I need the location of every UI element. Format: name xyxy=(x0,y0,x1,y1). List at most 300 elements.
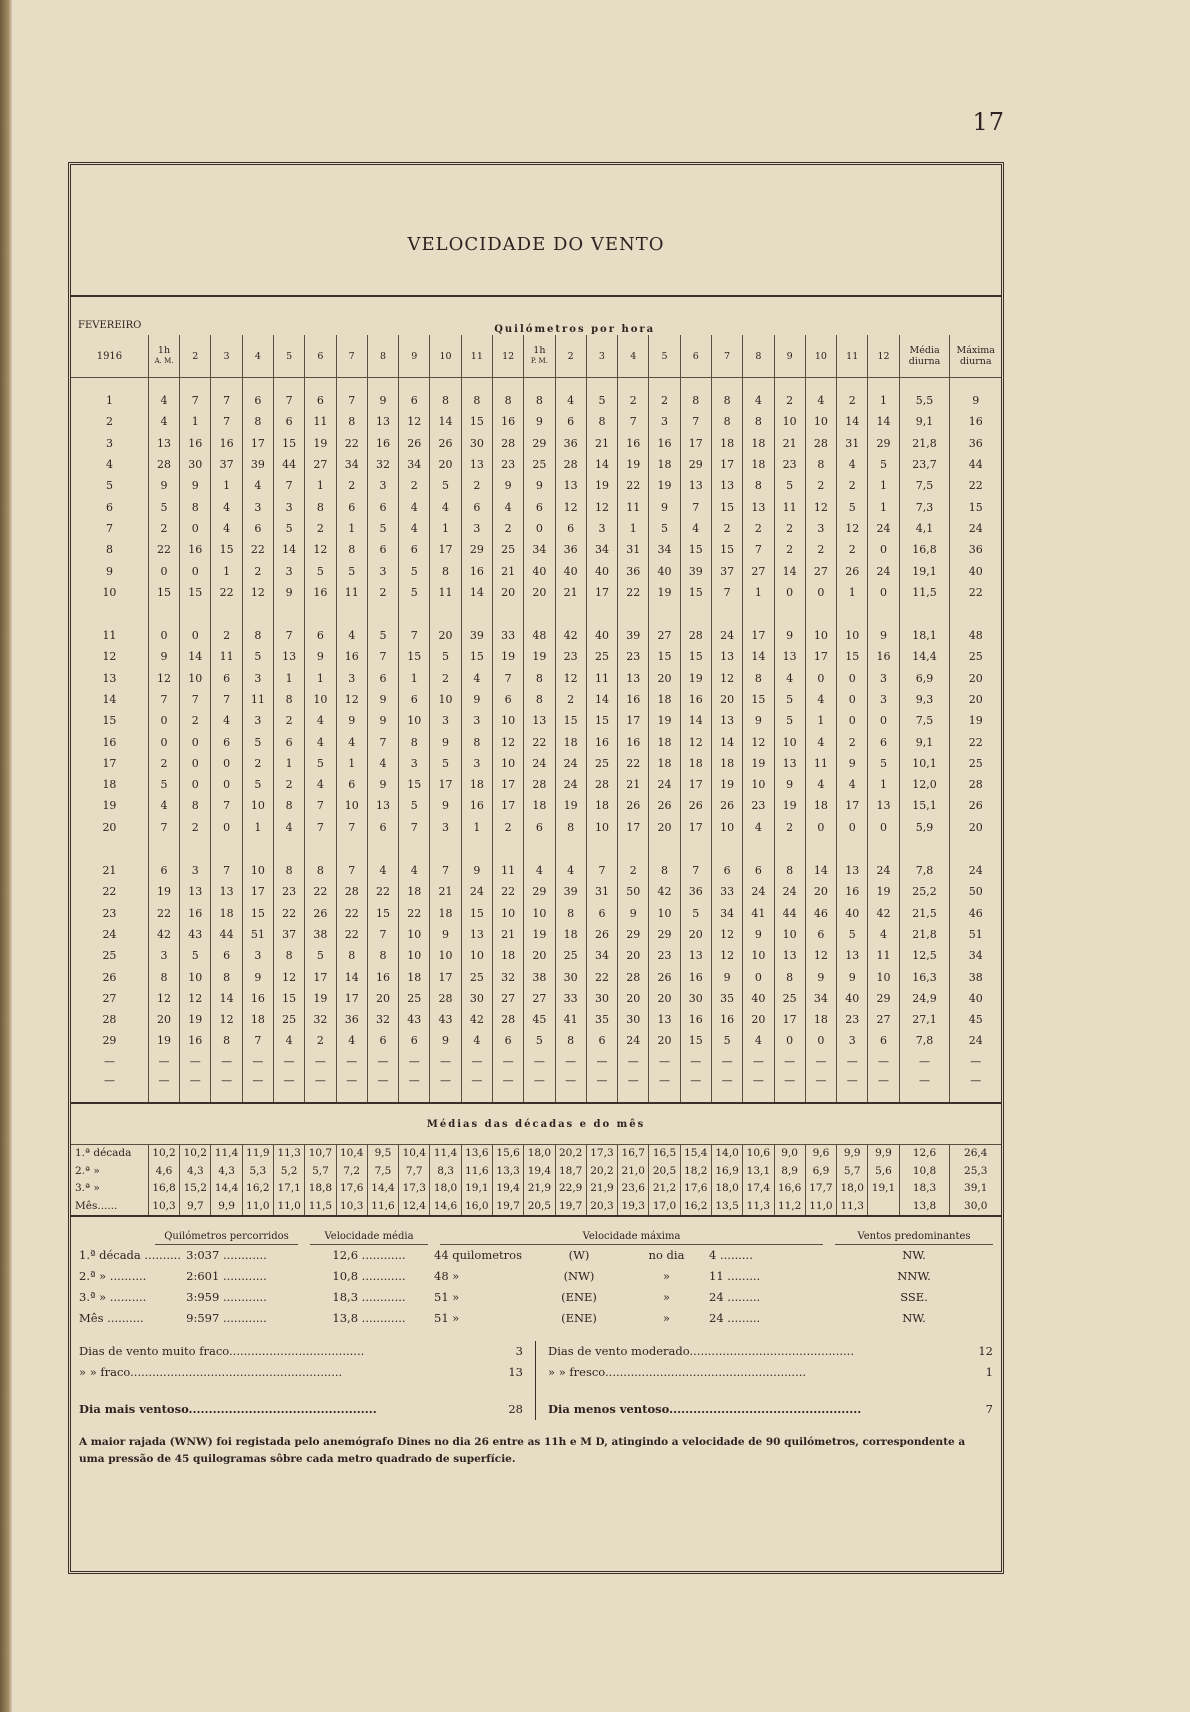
count-value: 13 xyxy=(508,1365,523,1380)
hour-am-header: 6 xyxy=(305,335,336,378)
hourly-value: 40 xyxy=(649,560,680,581)
day-number: 1 xyxy=(105,394,113,408)
hourly-value: 8 xyxy=(524,689,555,710)
mean-header: Média diurna xyxy=(899,335,950,378)
daily-mean: 21,5 xyxy=(899,903,950,924)
hourly-value: 5 xyxy=(868,454,899,475)
hourly-value: 40 xyxy=(837,988,868,1009)
day-row xyxy=(71,817,1001,838)
dash-cell: — xyxy=(336,1071,367,1090)
hourly-value: 9 xyxy=(367,710,398,731)
summary-wind: NNW. xyxy=(897,1269,931,1284)
hourly-value: 21 xyxy=(430,881,461,902)
means-row xyxy=(71,1162,1001,1180)
hourly-value: 1 xyxy=(336,518,367,539)
means-value: 16,6 xyxy=(774,1180,805,1198)
hourly-value: 7 xyxy=(242,1030,273,1051)
hourly-value: 9 xyxy=(649,496,680,517)
hourly-value: 8 xyxy=(743,411,774,432)
hourly-value: 12 xyxy=(336,689,367,710)
hourly-value: 11 xyxy=(430,582,461,603)
hourly-value: 12 xyxy=(211,1009,242,1030)
hourly-value: 17 xyxy=(430,966,461,987)
means-value: 11,3 xyxy=(274,1144,305,1162)
hourly-value: 26 xyxy=(399,433,430,454)
hourly-value: 39 xyxy=(680,560,711,581)
hourly-value: 39 xyxy=(461,625,492,646)
daily-mean: 16,8 xyxy=(899,539,950,560)
hourly-value: 5 xyxy=(680,903,711,924)
day-row xyxy=(71,924,1001,945)
daily-mean: 18,1 xyxy=(899,625,950,646)
summary-row xyxy=(79,1308,993,1329)
dash-cell: — xyxy=(899,1071,950,1090)
dash-cell: — xyxy=(492,1071,523,1090)
hourly-value: 28 xyxy=(492,433,523,454)
am-sub: A. M. xyxy=(154,357,174,365)
hourly-value: 25 xyxy=(461,966,492,987)
hourly-value: 18 xyxy=(399,881,430,902)
hourly-value: 32 xyxy=(492,966,523,987)
day-number: 12 xyxy=(102,650,117,664)
count-label: » » fraco.......................................................... xyxy=(79,1365,343,1380)
hourly-value: 6 xyxy=(367,817,398,838)
hourly-value: 31 xyxy=(837,433,868,454)
hourly-value: 7 xyxy=(274,625,305,646)
hourly-value: 17 xyxy=(837,795,868,816)
hourly-value: 34 xyxy=(524,539,555,560)
daily-mean: 7,3 xyxy=(899,496,950,517)
title-area xyxy=(71,165,1001,297)
hourly-value: 4 xyxy=(461,668,492,689)
hourly-value: 19 xyxy=(305,988,336,1009)
means-value: 5,7 xyxy=(837,1162,868,1180)
hourly-value: 14 xyxy=(461,582,492,603)
means-value: 9,6 xyxy=(805,1144,836,1162)
hour-pm-header: 10 xyxy=(805,335,836,378)
daily-mean: 12,0 xyxy=(899,774,950,795)
hourly-value: 34 xyxy=(649,539,680,560)
hourly-value: 21 xyxy=(586,433,617,454)
hourly-value: 37 xyxy=(711,560,742,581)
hourly-value: 2 xyxy=(148,518,179,539)
hourly-value: 0 xyxy=(837,817,868,838)
daily-max: 25 xyxy=(950,753,1001,774)
daily-mean: 5,5 xyxy=(899,390,950,411)
summary-row xyxy=(79,1266,993,1287)
hourly-value: 2 xyxy=(774,390,805,411)
hourly-value: 10 xyxy=(492,753,523,774)
count-line xyxy=(79,1341,523,1362)
daily-max: 26 xyxy=(950,795,1001,816)
hourly-value: 3 xyxy=(430,817,461,838)
dash-cell: — xyxy=(242,1052,273,1071)
day-number: 7 xyxy=(105,521,113,535)
hourly-value: 29 xyxy=(680,454,711,475)
hourly-value: 42 xyxy=(148,924,179,945)
day-number: 19 xyxy=(102,799,117,813)
hourly-value: 6 xyxy=(148,860,179,881)
hourly-value: 2 xyxy=(180,710,211,731)
means-value: 19,4 xyxy=(492,1180,523,1198)
hourly-value: 19 xyxy=(743,753,774,774)
dash-cell: — xyxy=(899,1052,950,1071)
hourly-value: 5 xyxy=(274,518,305,539)
means-value: 17,6 xyxy=(336,1180,367,1198)
day-row xyxy=(71,646,1001,667)
hourly-value: 18 xyxy=(555,924,586,945)
hourly-value: 19 xyxy=(868,881,899,902)
hourly-value: 28 xyxy=(430,988,461,1009)
hourly-value: 45 xyxy=(524,1009,555,1030)
max-speed-header: Velocidade máxima xyxy=(440,1231,823,1245)
daily-mean: 9,3 xyxy=(899,689,950,710)
daily-mean: 7,5 xyxy=(899,710,950,731)
hourly-value: 8 xyxy=(555,903,586,924)
count-label: Dia menos ventoso................................................ xyxy=(548,1402,862,1417)
hourly-value: 2 xyxy=(336,475,367,496)
hourly-value: 50 xyxy=(618,881,649,902)
hourly-value: 23 xyxy=(492,454,523,475)
day-number: 14 xyxy=(102,693,117,706)
hourly-value: 36 xyxy=(680,881,711,902)
hourly-value: 2 xyxy=(430,668,461,689)
hourly-value: 16 xyxy=(492,411,523,432)
hourly-value: 17 xyxy=(305,966,336,987)
hourly-value: 8 xyxy=(430,390,461,411)
hourly-value: 33 xyxy=(555,988,586,1009)
hourly-value: 5 xyxy=(837,496,868,517)
summary-day: 24 ......... xyxy=(709,1290,761,1305)
means-title-cell xyxy=(71,1103,1001,1145)
hourly-value: 16 xyxy=(618,689,649,710)
hourly-value: 10 xyxy=(524,903,555,924)
hourly-value: 13 xyxy=(180,881,211,902)
hourly-value: 3 xyxy=(274,560,305,581)
hourly-value: 22 xyxy=(242,539,273,560)
hourly-value: 17 xyxy=(618,710,649,731)
means-value: 19,1 xyxy=(868,1180,899,1198)
hourly-value: 7 xyxy=(492,668,523,689)
hourly-value: 13 xyxy=(868,795,899,816)
dash-cell: — xyxy=(461,1071,492,1090)
means-value: 16,2 xyxy=(242,1180,273,1198)
hourly-value: 6 xyxy=(211,668,242,689)
hourly-value: 8 xyxy=(430,560,461,581)
daily-max: 20 xyxy=(950,689,1001,710)
hourly-value: 0 xyxy=(211,817,242,838)
hourly-value: 27 xyxy=(524,988,555,1009)
hourly-value: 13 xyxy=(837,945,868,966)
hourly-value: 15 xyxy=(743,689,774,710)
hourly-value: 8 xyxy=(211,1030,242,1051)
dash-cell: — xyxy=(336,1052,367,1071)
empty-day-row xyxy=(71,1052,1001,1071)
hourly-value: 33 xyxy=(711,881,742,902)
hourly-value: 7 xyxy=(711,582,742,603)
hourly-value: 23 xyxy=(618,646,649,667)
hourly-value: 9 xyxy=(805,966,836,987)
hourly-value: 15 xyxy=(649,646,680,667)
hourly-value: 9 xyxy=(148,646,179,667)
hourly-value: 4 xyxy=(274,817,305,838)
hourly-value: 15 xyxy=(680,539,711,560)
means-value: 5,7 xyxy=(305,1162,336,1180)
daily-mean: 9,1 xyxy=(899,731,950,752)
hourly-value: 7 xyxy=(180,390,211,411)
hourly-value: 13 xyxy=(211,881,242,902)
day-number: 22 xyxy=(102,885,117,899)
hourly-value: 6 xyxy=(524,496,555,517)
hourly-value: 10 xyxy=(649,903,680,924)
daily-mean: 14,4 xyxy=(899,646,950,667)
hourly-value: 5 xyxy=(399,795,430,816)
means-value: 11,6 xyxy=(461,1162,492,1180)
hourly-value: 6 xyxy=(242,390,273,411)
day-number: 3 xyxy=(105,436,113,450)
hourly-value: 40 xyxy=(837,903,868,924)
day-row xyxy=(71,496,1001,517)
means-mean: 12,6 xyxy=(899,1144,950,1162)
summary-direction: (W) xyxy=(568,1248,590,1263)
hourly-value: 0 xyxy=(837,668,868,689)
dash-cell: — xyxy=(743,1071,774,1090)
hourly-value: 22 xyxy=(367,881,398,902)
hourly-value: 8 xyxy=(680,390,711,411)
means-value: 18,0 xyxy=(711,1180,742,1198)
daily-max: 36 xyxy=(950,433,1001,454)
hourly-value: 6 xyxy=(305,390,336,411)
hourly-value: 10 xyxy=(430,689,461,710)
hourly-value: 18 xyxy=(805,1009,836,1030)
means-value: 16,0 xyxy=(461,1197,492,1216)
hourly-value: 24 xyxy=(461,881,492,902)
hourly-value: 24 xyxy=(524,753,555,774)
hourly-value: 2 xyxy=(649,390,680,411)
hourly-value: 17 xyxy=(680,433,711,454)
hourly-value: 12 xyxy=(274,966,305,987)
means-value: 17,6 xyxy=(680,1180,711,1198)
dash-cell: — xyxy=(774,1071,805,1090)
hourly-value: 16 xyxy=(680,1009,711,1030)
hourly-value: 51 xyxy=(242,924,273,945)
hourly-value: 2 xyxy=(242,753,273,774)
hourly-value: 13 xyxy=(711,710,742,731)
hourly-value: 15 xyxy=(680,646,711,667)
hourly-value: 1 xyxy=(274,753,305,774)
hourly-value: 1 xyxy=(805,710,836,731)
hourly-value: 10 xyxy=(586,817,617,838)
day-number: 23 xyxy=(102,906,117,920)
day-number: 18 xyxy=(102,778,117,792)
hourly-value: 8 xyxy=(524,390,555,411)
count-label: » » fresco....................................................... xyxy=(548,1365,807,1380)
day-row xyxy=(71,860,1001,881)
hourly-value: 18 xyxy=(649,753,680,774)
hourly-value: 14 xyxy=(805,860,836,881)
day-row xyxy=(71,966,1001,987)
hourly-value: 8 xyxy=(461,390,492,411)
hourly-value: 10 xyxy=(743,945,774,966)
hourly-value: 4 xyxy=(837,454,868,475)
day-row xyxy=(71,881,1001,902)
hourly-value: 17 xyxy=(430,774,461,795)
hourly-value: 6 xyxy=(211,731,242,752)
hourly-value: 21 xyxy=(492,924,523,945)
dash-cell: — xyxy=(774,1052,805,1071)
hourly-value: 28 xyxy=(492,1009,523,1030)
hourly-value: 2 xyxy=(837,475,868,496)
empty-day-row xyxy=(71,1071,1001,1090)
hourly-value: 2 xyxy=(837,539,868,560)
hourly-value: 2 xyxy=(148,753,179,774)
day-number: 13 xyxy=(102,671,117,685)
means-value: 19,7 xyxy=(492,1197,523,1216)
means-value: 4,3 xyxy=(211,1162,242,1180)
hourly-value: 20 xyxy=(649,668,680,689)
group-label-cell xyxy=(148,297,1001,335)
hourly-value: 21 xyxy=(618,774,649,795)
hourly-value: 22 xyxy=(148,539,179,560)
hourly-value: 7 xyxy=(148,817,179,838)
hourly-value: 12 xyxy=(148,988,179,1009)
hourly-value: 8 xyxy=(274,689,305,710)
dash-cell: — xyxy=(305,1052,336,1071)
spacer-row xyxy=(71,378,1001,391)
hourly-value: 12 xyxy=(586,496,617,517)
hourly-value: 11 xyxy=(618,496,649,517)
hourly-value: 17 xyxy=(711,454,742,475)
hourly-value: 33 xyxy=(492,625,523,646)
hourly-value: 27 xyxy=(649,625,680,646)
hourly-value: 7 xyxy=(211,860,242,881)
hourly-value: 36 xyxy=(336,1009,367,1030)
hourly-value: 9 xyxy=(180,475,211,496)
hour-pm-header: 2 xyxy=(555,335,586,378)
hourly-value: 9 xyxy=(868,625,899,646)
means-value: 10,2 xyxy=(180,1144,211,1162)
hourly-value: 13 xyxy=(555,475,586,496)
summary-row xyxy=(79,1245,993,1266)
dash-cell: — xyxy=(399,1071,430,1090)
summary-mean: 18,3 ............ xyxy=(332,1290,406,1305)
wind-velocity-table xyxy=(71,297,1001,1217)
dash-cell: — xyxy=(950,1052,1001,1071)
hourly-value: 11 xyxy=(868,945,899,966)
means-value: 16,9 xyxy=(711,1162,742,1180)
hourly-value: 24 xyxy=(868,518,899,539)
means-mean: 18,3 xyxy=(899,1180,950,1198)
hourly-value: 25 xyxy=(586,646,617,667)
summary-label: 2.ª » .......... xyxy=(79,1269,147,1284)
hourly-value: 19 xyxy=(305,433,336,454)
hour-am-header: 10 xyxy=(430,335,461,378)
hourly-value: 2 xyxy=(367,582,398,603)
day-number: 20 xyxy=(102,820,117,834)
hourly-value: 9 xyxy=(336,710,367,731)
dash-cell: — xyxy=(242,1071,273,1090)
hourly-value: 9 xyxy=(774,774,805,795)
hourly-value: 16 xyxy=(336,646,367,667)
hourly-value: 30 xyxy=(461,988,492,1009)
means-value: 9,7 xyxy=(180,1197,211,1216)
book-spine xyxy=(0,0,12,1712)
means-value xyxy=(868,1197,899,1216)
hourly-value: 3 xyxy=(336,668,367,689)
day-number: 8 xyxy=(105,543,113,557)
means-value: 17,4 xyxy=(743,1180,774,1198)
hourly-value: 18 xyxy=(680,753,711,774)
hourly-value: 1 xyxy=(305,475,336,496)
hourly-value: 4 xyxy=(492,496,523,517)
day-number: 6 xyxy=(105,500,113,514)
hourly-value: 8 xyxy=(774,966,805,987)
means-value: 10,2 xyxy=(148,1144,179,1162)
hourly-value: 12 xyxy=(242,582,273,603)
hourly-value: 7 xyxy=(336,817,367,838)
means-value: 11,6 xyxy=(367,1197,398,1216)
hourly-value: 15 xyxy=(367,903,398,924)
hourly-value: 9 xyxy=(367,689,398,710)
hourly-value: 22 xyxy=(618,753,649,774)
hourly-value: 13 xyxy=(837,860,868,881)
hourly-value: 9 xyxy=(711,966,742,987)
hourly-value: 10 xyxy=(180,966,211,987)
hourly-value: 13 xyxy=(461,454,492,475)
means-value: 8,9 xyxy=(774,1162,805,1180)
dash-cell: — xyxy=(837,1052,868,1071)
hourly-value: 42 xyxy=(555,625,586,646)
hourly-value: 12 xyxy=(148,668,179,689)
means-value: 11,0 xyxy=(242,1197,273,1216)
hourly-value: 17 xyxy=(492,795,523,816)
summary-day-label: no dia xyxy=(648,1248,685,1263)
hourly-value: 13 xyxy=(680,945,711,966)
daily-mean: 16,3 xyxy=(899,966,950,987)
hourly-value: 27 xyxy=(805,560,836,581)
hourly-value: 10 xyxy=(399,710,430,731)
day-number: 27 xyxy=(102,991,117,1005)
means-value: 21,2 xyxy=(649,1180,680,1198)
hourly-value: 12 xyxy=(805,496,836,517)
hourly-value: 12 xyxy=(555,668,586,689)
hourly-value: 6 xyxy=(805,924,836,945)
means-value: 21,9 xyxy=(524,1180,555,1198)
hourly-value: 9 xyxy=(242,966,273,987)
hourly-value: 4 xyxy=(805,390,836,411)
hourly-value: 26 xyxy=(649,795,680,816)
hourly-value: 2 xyxy=(774,518,805,539)
hourly-value: 2 xyxy=(305,1030,336,1051)
hourly-value: 22 xyxy=(336,903,367,924)
hourly-value: 22 xyxy=(305,881,336,902)
hourly-value: 4 xyxy=(211,518,242,539)
summary-section xyxy=(71,1217,1001,1468)
hourly-value: 15 xyxy=(148,582,179,603)
means-mean: 13,8 xyxy=(899,1197,950,1216)
means-value: 10,3 xyxy=(336,1197,367,1216)
means-value: 9,5 xyxy=(367,1144,398,1162)
month-label-cell xyxy=(71,297,148,335)
hourly-value: 9 xyxy=(837,753,868,774)
daily-mean: 27,1 xyxy=(899,1009,950,1030)
summary-km: 3:037 ............ xyxy=(186,1248,267,1263)
hourly-value: 6 xyxy=(555,411,586,432)
means-value: 4,6 xyxy=(148,1162,179,1180)
means-value: 21,0 xyxy=(618,1162,649,1180)
hourly-value: 7 xyxy=(211,795,242,816)
hourly-value: 15 xyxy=(586,710,617,731)
